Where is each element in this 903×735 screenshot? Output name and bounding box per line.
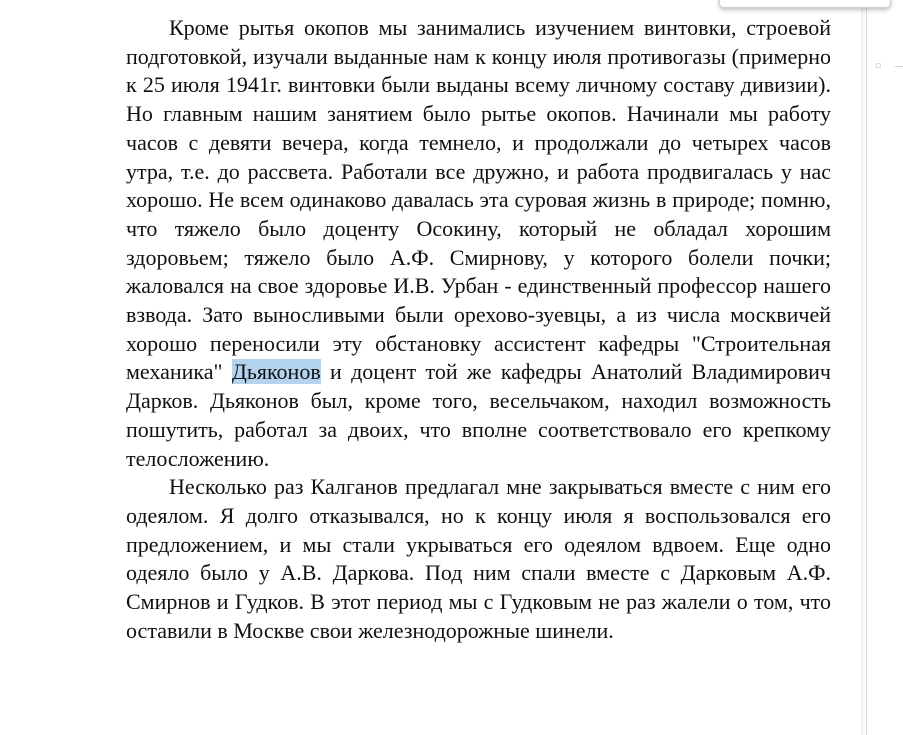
right-margin-gutter: [866, 0, 903, 735]
margin-guide-line: [895, 66, 903, 67]
paragraph-2[interactable]: Несколько раз Калганов предлагал мне закрываться вместе с ним его одеялом. Я долго отказывался, но к концу июля я воспользовался его предложением, и мы стали укрываться его одеялом вдвоем. Еще одно одеяло было у А.В. Даркова. Под ним спали вместе с Дарковым А.Ф. Смирнов и Гудков. В этот период мы с Гудковым не раз жалели о том, что оставили в Москве свои железнодорожные шинели.: [126, 474, 831, 643]
document-body[interactable]: [126, 14, 831, 645]
paragraph-1-text-after: и доцент той же кафедры Анатолий Владимирович Дарков. Дьяконов был, кроме того, весельчаком, находил возможность пошутить, работал за двоих, что вполне соответствовало его крепкому телосложению.: [126, 359, 831, 471]
selected-word-highlight[interactable]: Дьяконов: [231, 359, 321, 385]
paragraph-1-text-before: Кроме рытья окопов мы занимались изучением винтовки, строевой подготовкой, изучали выданные нам к концу июля противогазы (примерно к 25 июля 1941г. винтовки были выданы всему личному составу дивизии). Но главным нашим занятием было рытье окопов. Начинали мы работу часов с девяти вечера, когда темнело, и продолжали до четырех часов утра, т.е. до рассвета. Работали все дружно, и работа продвигалась у нас хорошо. Не всем одинаково давалась эта суровая жизнь в природе; помню, что тяжело было доценту Осокину, который не обладал хорошим здоровьем; тяжело было А.Ф. Смирнову, у которого болели почки; жаловался на свое здоровье И.В. Урбан - единственный профессор нашего взвода. Зато выносливыми были орехово-зуевцы, а из числа москвичей хорошо переносили эту обстановку ассистент кафедры "Строительная механика": [126, 15, 831, 385]
paragraph-mark-icon: ▫: [875, 61, 882, 71]
paragraph-1[interactable]: [126, 14, 831, 473]
floating-toolbar-popup[interactable]: [719, 0, 891, 8]
